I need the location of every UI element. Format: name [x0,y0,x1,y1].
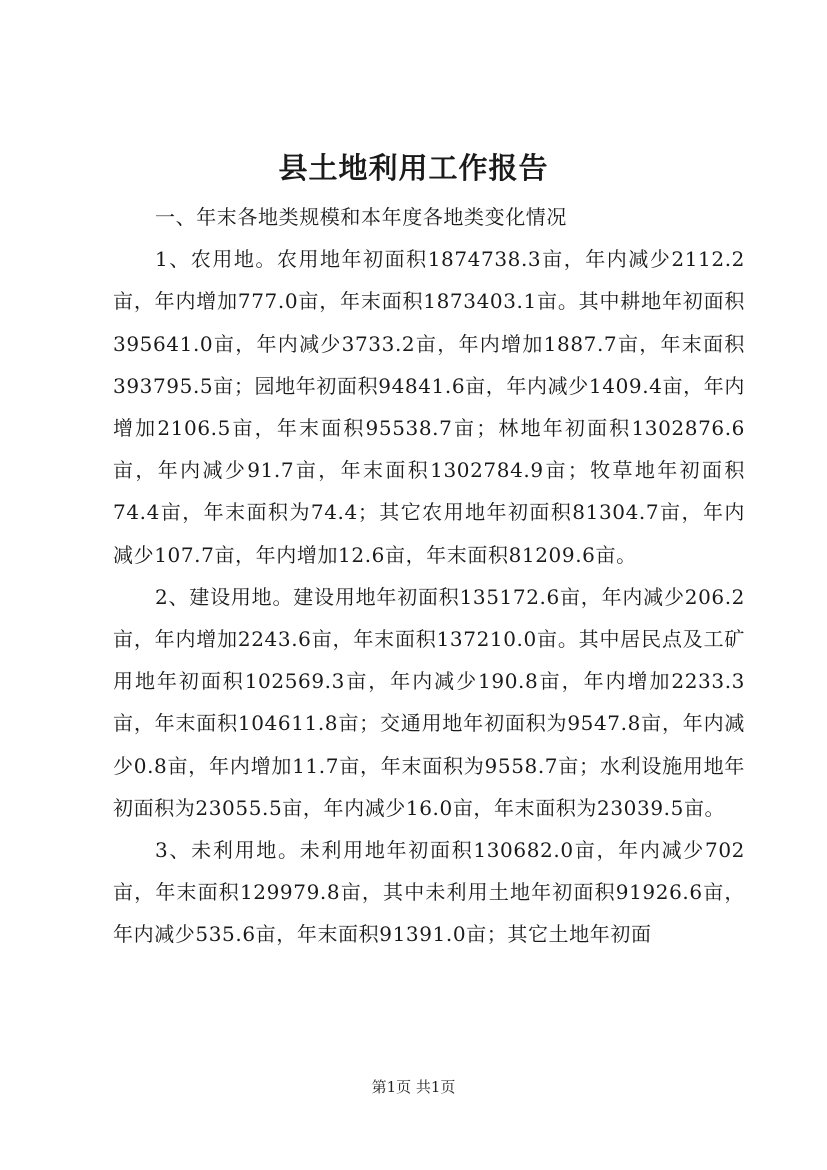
paragraph-construction-land: 2、建设用地。建设用地年初面积135172.6亩，年内减少206.2亩，年内增加2243.6亩，年末面积137210.0亩。其中居民点及工矿用地年初面积102569.3亩，年内减少190.8亩，年内增加2233.3亩，年末面积104611.8亩；交通用地年初面积为9547.8亩，年内减少0.8亩，年内增加11.7亩，年末面积为9558.7亩；水利设施用地年初面积为23055.5亩，年内减少16.0亩，年末面积为23039.5亩。 [113,584,745,820]
document-title: 县土地利用工作报告 [278,151,549,185]
paragraph-unused-land: 3、未利用地。未利用地年初面积130682.0亩，年内减少702亩，年末面积129979.8亩，其中未利用土地年初面积91926.6亩，年内减少535.6亩，年末面积91391.0亩；其它土地年初面 [113,838,745,947]
page-footer: 第1页 共1页 [371,1078,456,1096]
section-heading: 一、年末各地类规模和本年度各地类变化情况 [155,205,567,229]
paragraph-agricultural-land: 1、农用地。农用地年初面积1874738.3亩，年内减少2112.2亩，年内增加777.0亩，年末面积1873403.1亩。其中耕地年初面积395641.0亩，年内减少3733.2亩，年内增加1887.7亩，年末面积393795.5亩；园地年初面积94841.6亩，年内减少1409.4亩，年内增加2106.5亩，年末面积95538.7亩；林地年初面积1302876.6亩，年内减少91.7亩，年末面积1302784.9亩；牧草地年初面积74.4亩，年末面积为74.4；其它农用地年初面积81304.7亩，年内减少107.7亩，年内增加12.6亩，年末面积81209.6亩。 [113,247,745,567]
document-body [113,196,745,956]
